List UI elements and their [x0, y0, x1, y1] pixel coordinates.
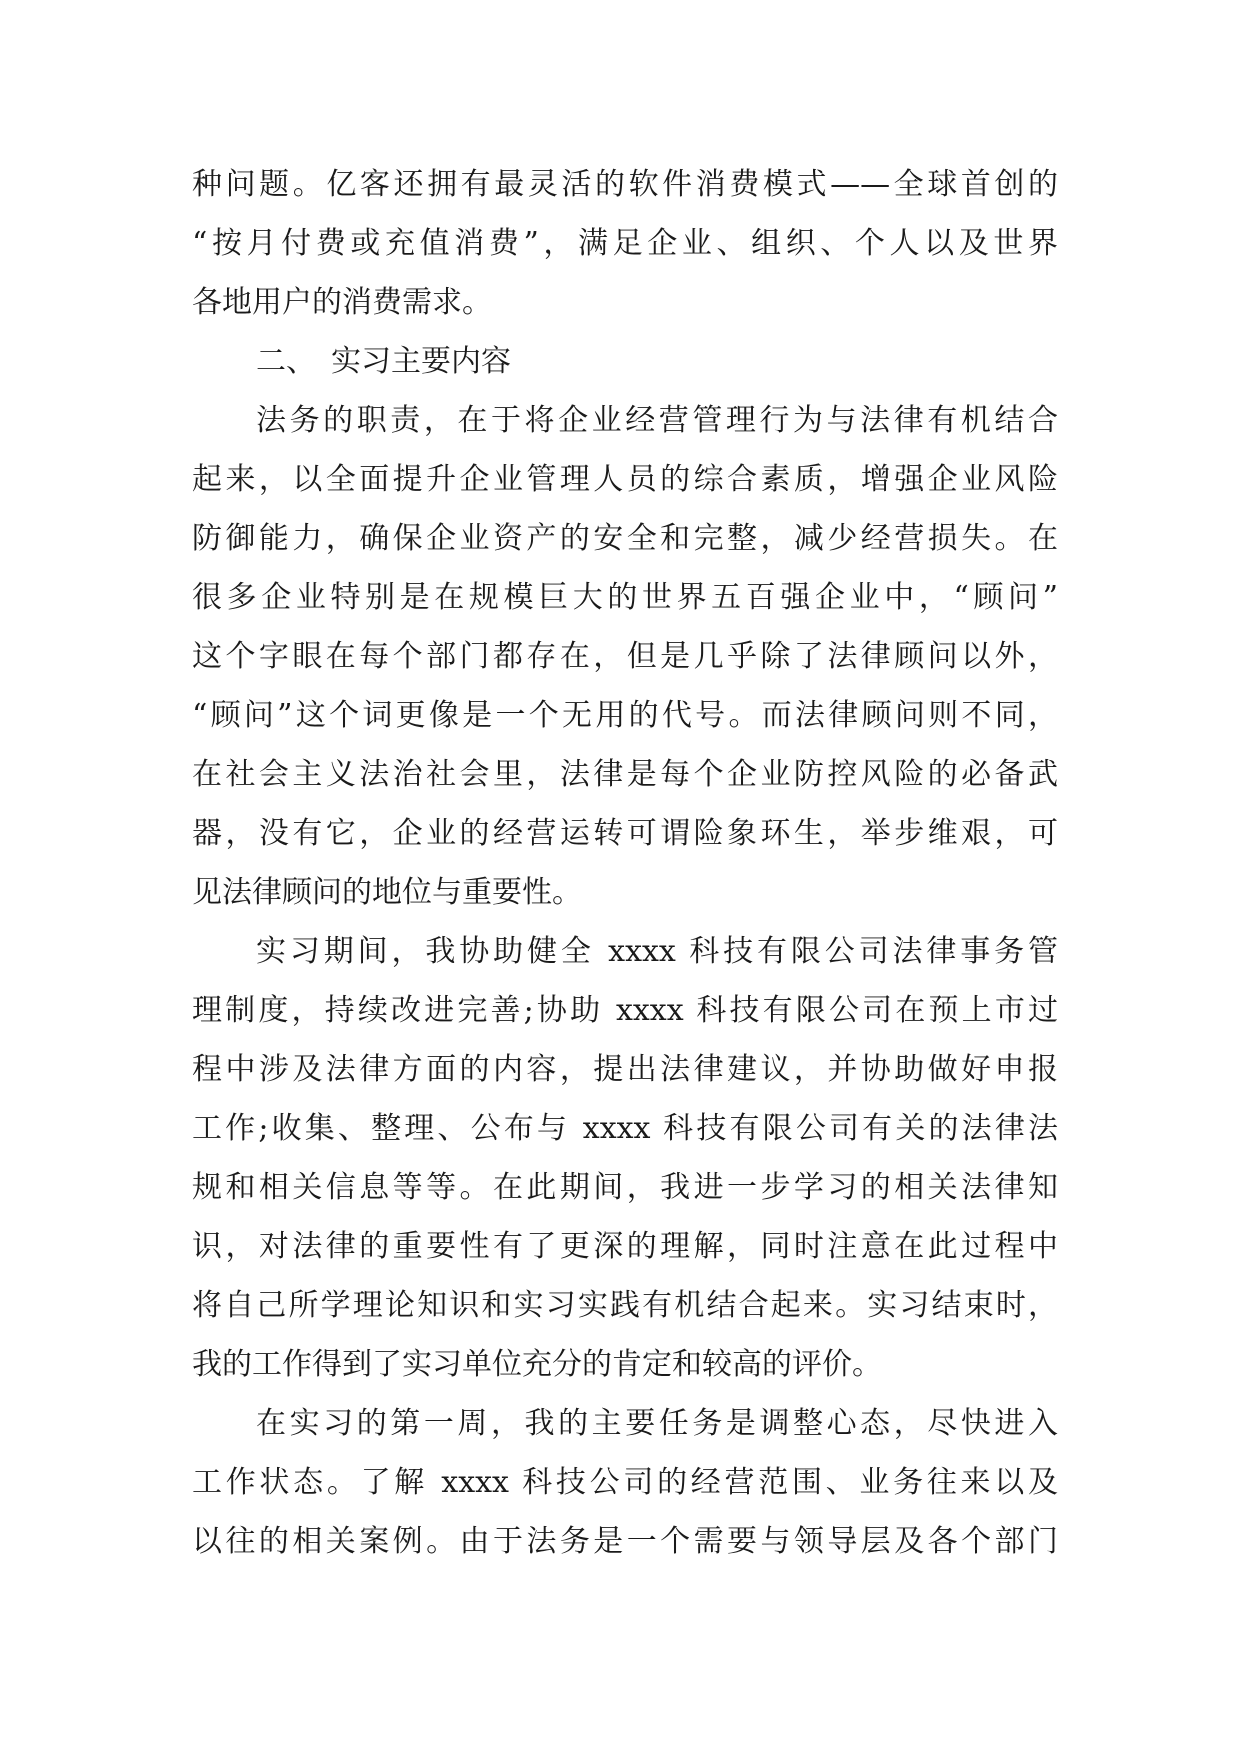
text-line: 理制度，持续改进完善;协助 xxxx 科技有限公司在预上市过 — [192, 993, 1058, 1028]
document-body — [192, 155, 1058, 1571]
text-line: 规和相关信息等等。在此期间，我进一步学习的相关法律知 — [192, 1170, 1058, 1205]
text-line: 种问题。亿客还拥有最灵活的软件消费模式——全球首创的 — [192, 167, 1058, 202]
text-line: 以往的相关案例。由于法务是一个需要与领导层及各个部门 — [192, 1524, 1058, 1559]
text-line: 在社会主义法治社会里，法律是每个企业防控风险的必备武 — [192, 757, 1058, 792]
text-line: 很多企业特别是在规模巨大的世界五百强企业中，“顾问” — [192, 580, 1058, 615]
text-line: 起来，以全面提升企业管理人员的综合素质，增强企业风险 — [192, 462, 1058, 497]
section-heading: 二、 实习主要内容 — [256, 344, 511, 379]
text-line: 器，没有它，企业的经营运转可谓险象环生，举步维艰，可 — [192, 816, 1058, 851]
text-line: 程中涉及法律方面的内容，提出法律建议，并协助做好申报 — [192, 1052, 1058, 1087]
text-line: 各地用户的消费需求。 — [192, 285, 492, 320]
text-line: 识，对法律的重要性有了更深的理解，同时注意在此过程中 — [192, 1229, 1058, 1264]
text-line: 实习期间，我协助健全 xxxx 科技有限公司法律事务管 — [256, 934, 1058, 969]
text-line: 将自己所学理论知识和实习实践有机结合起来。实习结束时， — [192, 1288, 1058, 1323]
text-line: 在实习的第一周，我的主要任务是调整心态，尽快进入 — [256, 1406, 1058, 1441]
text-line: 法务的职责，在于将企业经营管理行为与法律有机结合 — [256, 403, 1058, 438]
text-line: 防御能力，确保企业资产的安全和完整，减少经营损失。在 — [192, 521, 1058, 556]
text-line: “按月付费或充值消费”，满足企业、组织、个人以及世界 — [192, 226, 1058, 261]
text-line: 这个字眼在每个部门都存在，但是几乎除了法律顾问以外， — [192, 639, 1058, 674]
text-line: 见法律顾问的地位与重要性。 — [192, 875, 582, 910]
text-line: 我的工作得到了实习单位充分的肯定和较高的评价。 — [192, 1347, 882, 1382]
text-line: 工作;收集、整理、公布与 xxxx 科技有限公司有关的法律法 — [192, 1111, 1058, 1146]
text-line: “顾问”这个词更像是一个无用的代号。而法律顾问则不同， — [192, 698, 1058, 733]
text-line: 工作状态。了解 xxxx 科技公司的经营范围、业务往来以及 — [192, 1465, 1058, 1500]
